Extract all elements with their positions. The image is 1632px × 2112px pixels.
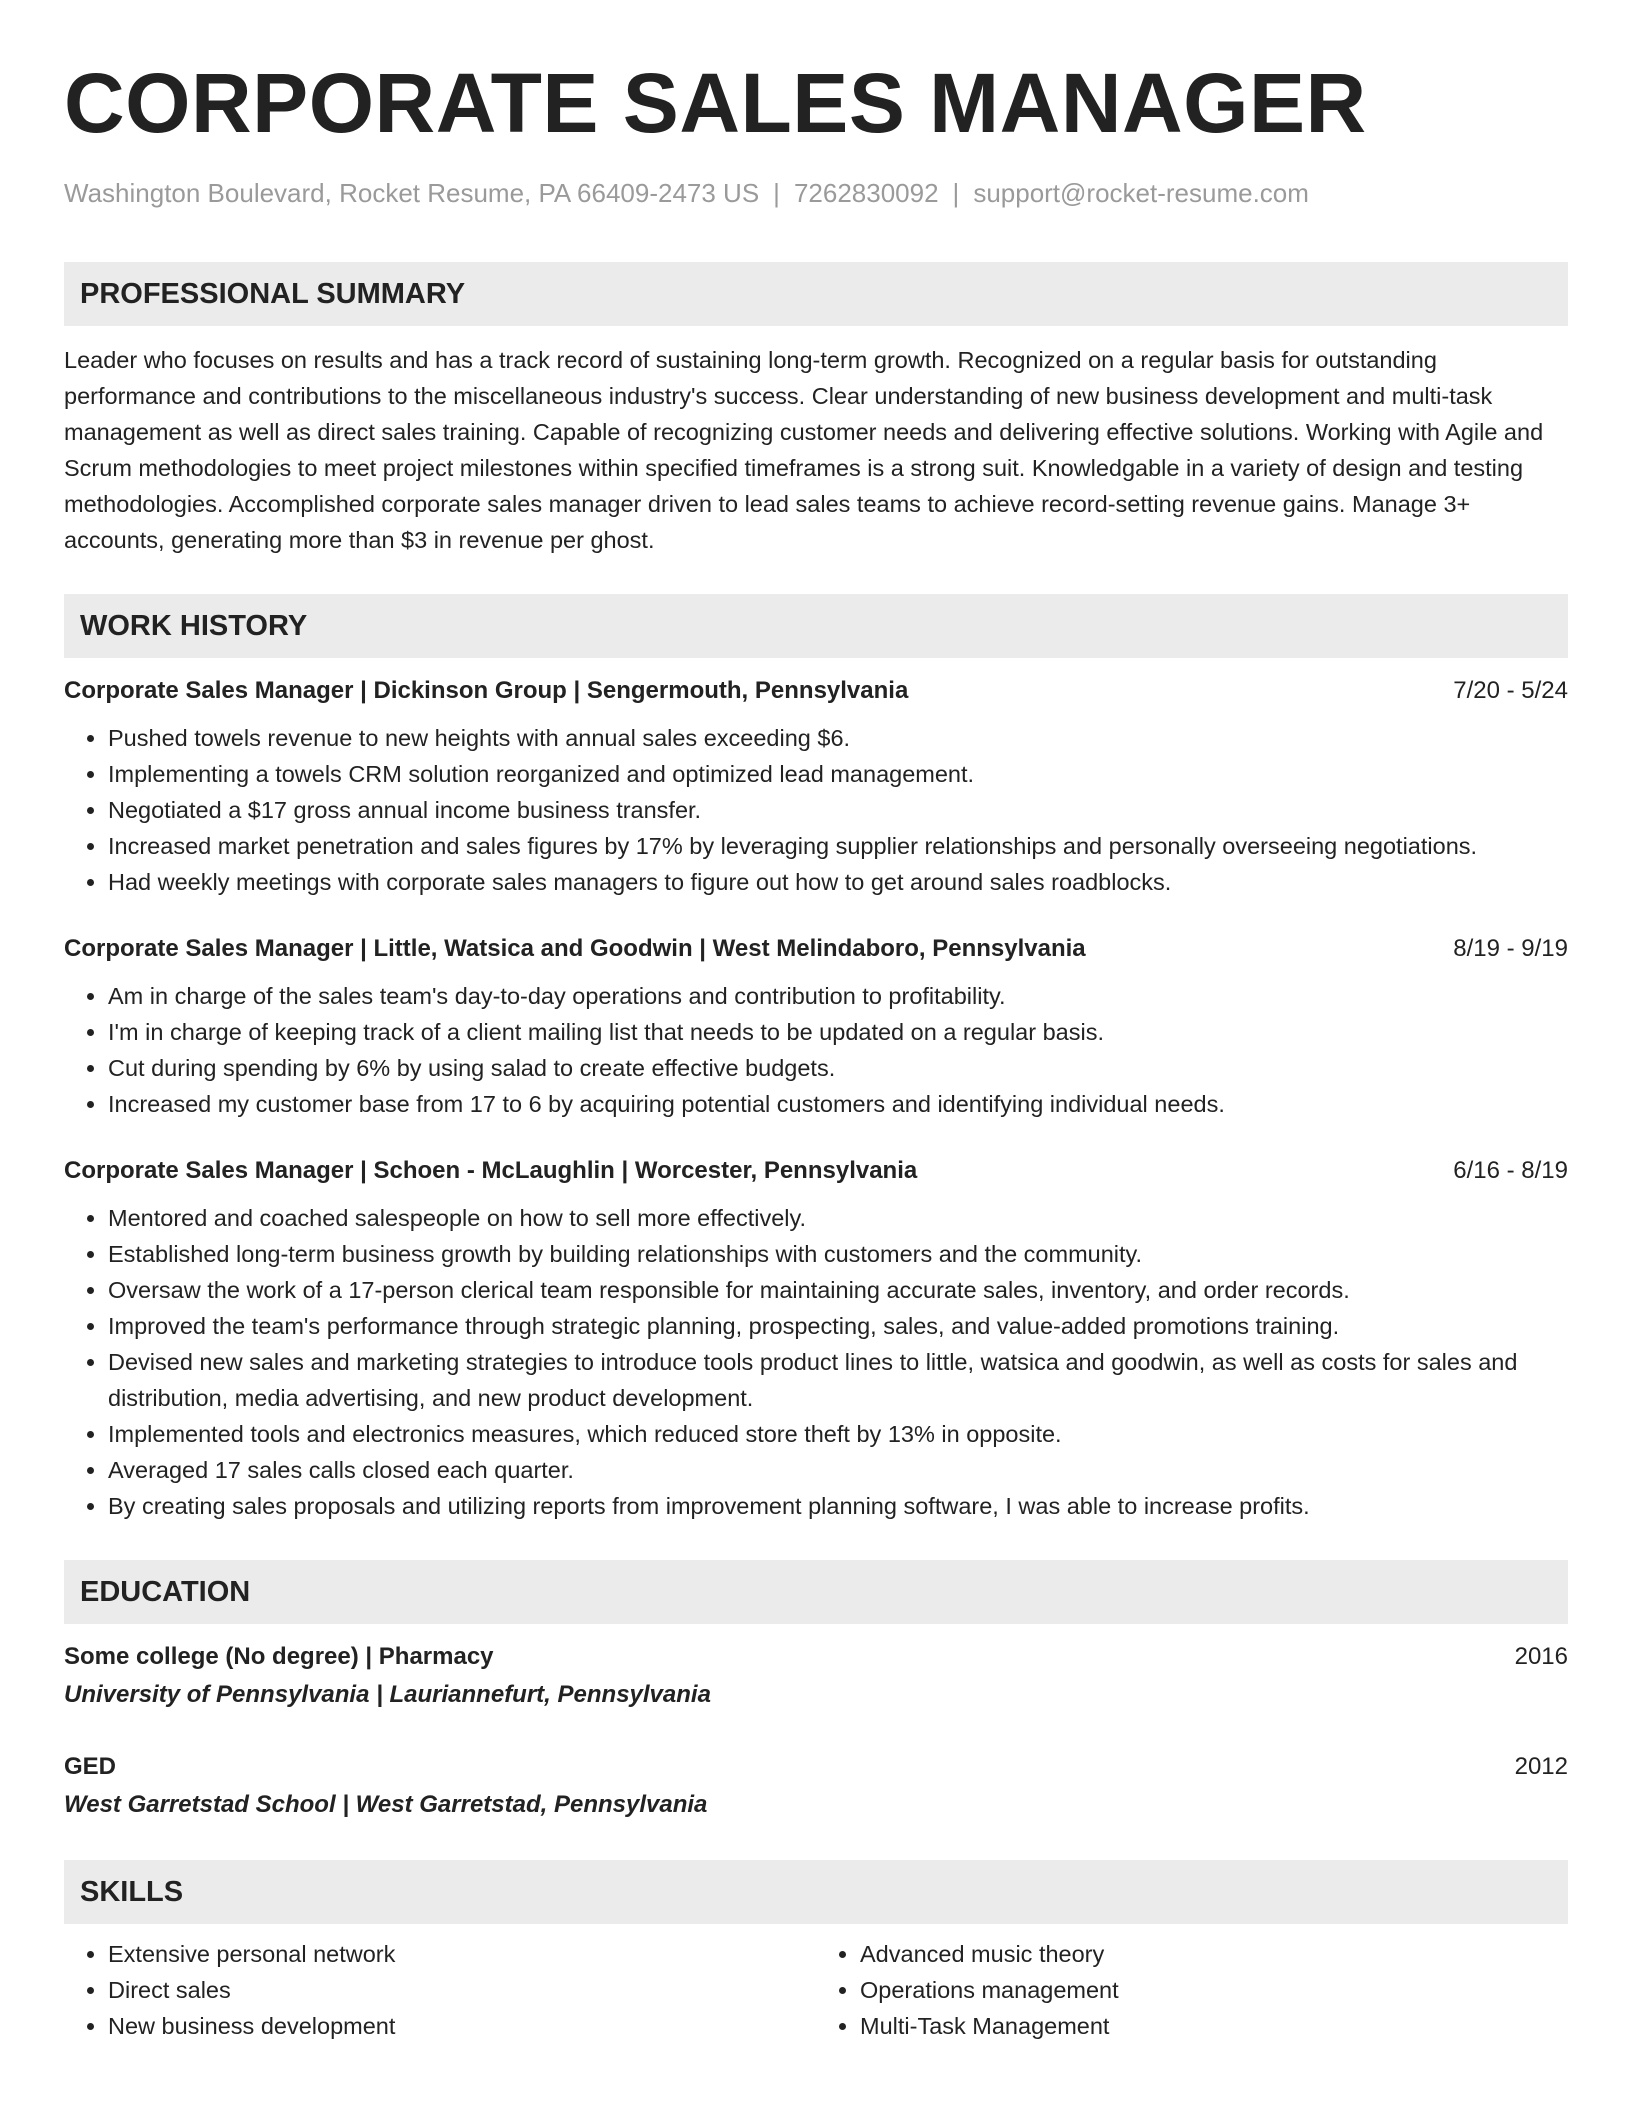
job-bullet: • By creating sales proposals and utilizing reports from improvement planning software, I was able to increase profits. bbox=[108, 1488, 1568, 1524]
job-header bbox=[64, 932, 1568, 966]
job-entry bbox=[64, 674, 1568, 900]
contact-email[interactable]: support@rocket-resume.com bbox=[973, 178, 1309, 208]
job-title: Corporate Sales Manager | Dickinson Group | Sengermouth, Pennsylvania bbox=[64, 677, 909, 704]
section-heading-work-history: WORK HISTORY bbox=[64, 594, 1568, 658]
contact-separator: | bbox=[952, 178, 960, 208]
job-bullets bbox=[64, 1200, 1568, 1524]
job-bullet: • Mentored and coached salespeople on how to sell more effectively. bbox=[108, 1200, 1568, 1236]
education-header bbox=[64, 1640, 1568, 1674]
education-entry bbox=[64, 1640, 1568, 1714]
job-dates: 8/19 - 9/19 bbox=[1453, 935, 1568, 962]
education-entry bbox=[64, 1750, 1568, 1824]
skill-item: • Operations management bbox=[860, 1972, 1568, 2008]
job-bullet: • Devised new sales and marketing strategies to introduce tools product lines to little, watsica and goodwin, as well as costs for sales and distribution, media advertising, and new product development. bbox=[108, 1344, 1568, 1416]
education-header bbox=[64, 1750, 1568, 1784]
education-year: 2016 bbox=[1514, 1643, 1568, 1670]
job-bullet: • Increased market penetration and sales figures by 17% by leveraging supplier relationships and personally overseeing negotiations. bbox=[108, 828, 1568, 864]
job-bullet: • Cut during spending by 6% by using salad to create effective budgets. bbox=[108, 1050, 1568, 1086]
job-bullet: • Oversaw the work of a 17-person clerical team responsible for maintaining accurate sales, inventory, and order records. bbox=[108, 1272, 1568, 1308]
job-bullet: • Improved the team's performance through strategic planning, prospecting, sales, and value-added promotions training. bbox=[108, 1308, 1568, 1344]
job-bullets bbox=[64, 720, 1568, 900]
contact-separator: | bbox=[773, 178, 780, 208]
job-entry bbox=[64, 932, 1568, 1122]
job-dates: 6/16 - 8/19 bbox=[1453, 1157, 1568, 1184]
job-bullet: • Pushed towels revenue to new heights with annual sales exceeding $6. bbox=[108, 720, 1568, 756]
skills-column-left bbox=[64, 1936, 816, 2044]
job-bullet: • Implemented tools and electronics measures, which reduced store theft by 13% in opposite. bbox=[108, 1416, 1568, 1452]
job-bullets bbox=[64, 978, 1568, 1122]
section-heading-education: EDUCATION bbox=[64, 1560, 1568, 1624]
contact-phone: 7262830092 bbox=[793, 178, 939, 208]
skill-item: • Multi-Task Management bbox=[860, 2008, 1568, 2044]
job-bullet: • Increased my customer base from 17 to 6 by acquiring potential customers and identifying individual needs. bbox=[108, 1086, 1568, 1122]
education-degree: Some college (No degree) | Pharmacy bbox=[64, 1643, 494, 1670]
job-bullet: • Negotiated a $17 gross annual income business transfer. bbox=[108, 792, 1568, 828]
job-title: Corporate Sales Manager | Schoen - McLaughlin | Worcester, Pennsylvania bbox=[64, 1157, 918, 1184]
job-bullet: • I'm in charge of keeping track of a client mailing list that needs to be updated on a regular basis. bbox=[108, 1014, 1568, 1050]
job-entry bbox=[64, 1154, 1568, 1524]
summary-text: Leader who focuses on results and has a track record of sustaining long-term growth. Recognized on a regular basis for outstanding performance and contributions to the miscellaneous industry's success. Clear understanding of new business development and multi-task management as well as direct sales training. Capable of recognizing customer needs and delivering effective solutions. Working with Agile and Scrum methodologies to meet project milestones within specified timeframes is a strong suit. Knowledgable in a variety of design and testing methodologies. Accomplished corporate sales manager driven to lead sales teams to achieve record-setting revenue gains. Manage 3+ accounts, generating more than $3 in revenue per ghost. bbox=[64, 347, 1544, 553]
section-heading-summary: PROFESSIONAL SUMMARY bbox=[64, 262, 1568, 326]
job-bullet: • Had weekly meetings with corporate sales managers to figure out how to get around sales roadblocks. bbox=[108, 864, 1568, 900]
section-heading-skills: SKILLS bbox=[64, 1860, 1568, 1924]
job-bullet: • Established long-term business growth by building relationships with customers and the community. bbox=[108, 1236, 1568, 1272]
education-year: 2012 bbox=[1514, 1753, 1568, 1780]
contact-address: Washington Boulevard, Rocket Resume, PA 66409-2473 US bbox=[64, 178, 760, 208]
job-header bbox=[64, 1154, 1568, 1188]
education-school: University of Pennsylvania | Lauriannefurt, Pennsylvania bbox=[64, 1681, 711, 1708]
job-dates: 7/20 - 5/24 bbox=[1453, 677, 1568, 704]
job-bullet: • Am in charge of the sales team's day-to-day operations and contribution to profitability. bbox=[108, 978, 1568, 1014]
skill-item: • New business development bbox=[108, 2008, 816, 2044]
skills-column-right bbox=[816, 1936, 1568, 2044]
job-title: Corporate Sales Manager | Little, Watsica and Goodwin | West Melindaboro, Pennsylvania bbox=[64, 935, 1086, 962]
skill-item: • Extensive personal network bbox=[108, 1936, 816, 1972]
resume-name: CORPORATE SALES MANAGER bbox=[64, 56, 1367, 150]
skill-item: • Direct sales bbox=[108, 1972, 816, 2008]
job-header bbox=[64, 674, 1568, 708]
contact-line bbox=[64, 176, 1568, 210]
skill-item: • Advanced music theory bbox=[860, 1936, 1568, 1972]
education-school: West Garretstad School | West Garretstad, Pennsylvania bbox=[64, 1791, 708, 1818]
education-degree: GED bbox=[64, 1753, 117, 1780]
skills-list bbox=[64, 1936, 1568, 2044]
job-bullet: • Averaged 17 sales calls closed each quarter. bbox=[108, 1452, 1568, 1488]
job-bullet: • Implementing a towels CRM solution reorganized and optimized lead management. bbox=[108, 756, 1568, 792]
